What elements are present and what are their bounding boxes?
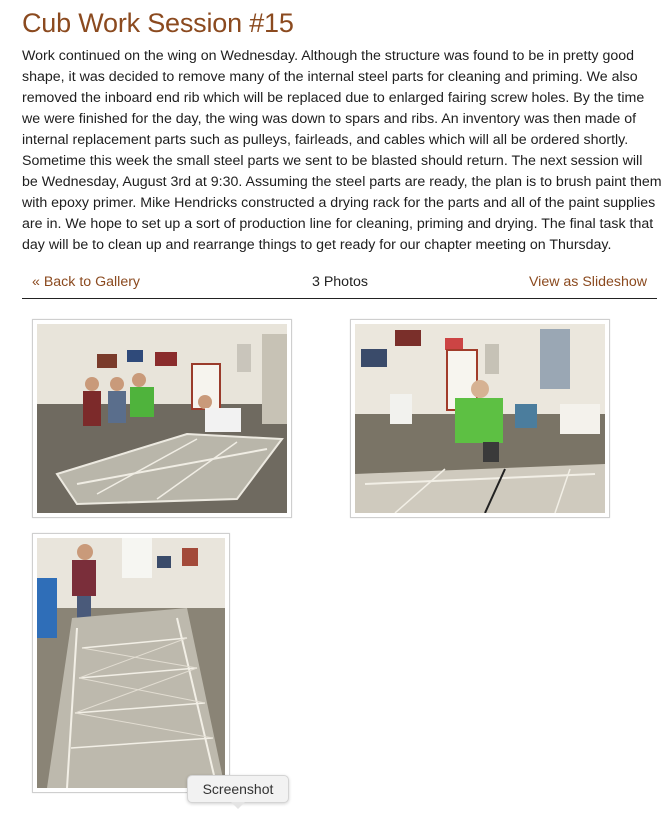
workshop-photo-3: [37, 538, 225, 788]
photo-count: 3 Photos: [312, 274, 369, 290]
session-description: Work continued on the wing on Wednesday. Although the structure was found to be in pretty good shape, it was decided to remove many of the internal steel parts for cleaning and priming. We also removed the inboard end rib which will be replaced due to enlarged fairing screw holes. By the time we were finished for the day, the wing was down to spars and ribs. An inventory was then made of internal replacement parts such as pulleys, fairleads, and cables which will all be ordered shortly. Sometime this week the small steel parts we sent to be blasted should return. The next session will be Wednesday, August 3rd at 9:30. Assuming the steel parts are ready, the plan is to brush paint them with epoxy primer. Mike Hendricks constructed a drying rack for the parts and all of the paint supplies are in. We hope to set up a sort of production line for cleaning, priming and drying. The final task that day will be to clean up and rearrange things to get ready for our chapter meeting on Thursday.: [22, 48, 662, 253]
page-title: Cub Work Session #15: [22, 8, 294, 38]
photo-thumbnail-3[interactable]: [32, 533, 230, 793]
gallery-nav: [22, 270, 657, 299]
back-to-gallery-link[interactable]: « Back to Gallery: [32, 274, 141, 290]
workshop-photo-1: [37, 324, 287, 513]
view-slideshow-link[interactable]: View as Slideshow: [528, 274, 647, 290]
tooltip-arrow: [231, 802, 245, 809]
workshop-photo-2: [355, 324, 605, 513]
photo-thumbnail-1[interactable]: [32, 319, 292, 518]
screenshot-tooltip: [187, 775, 289, 803]
tooltip-label: Screenshot: [202, 781, 274, 797]
photo-thumbnail-2[interactable]: [350, 319, 610, 518]
